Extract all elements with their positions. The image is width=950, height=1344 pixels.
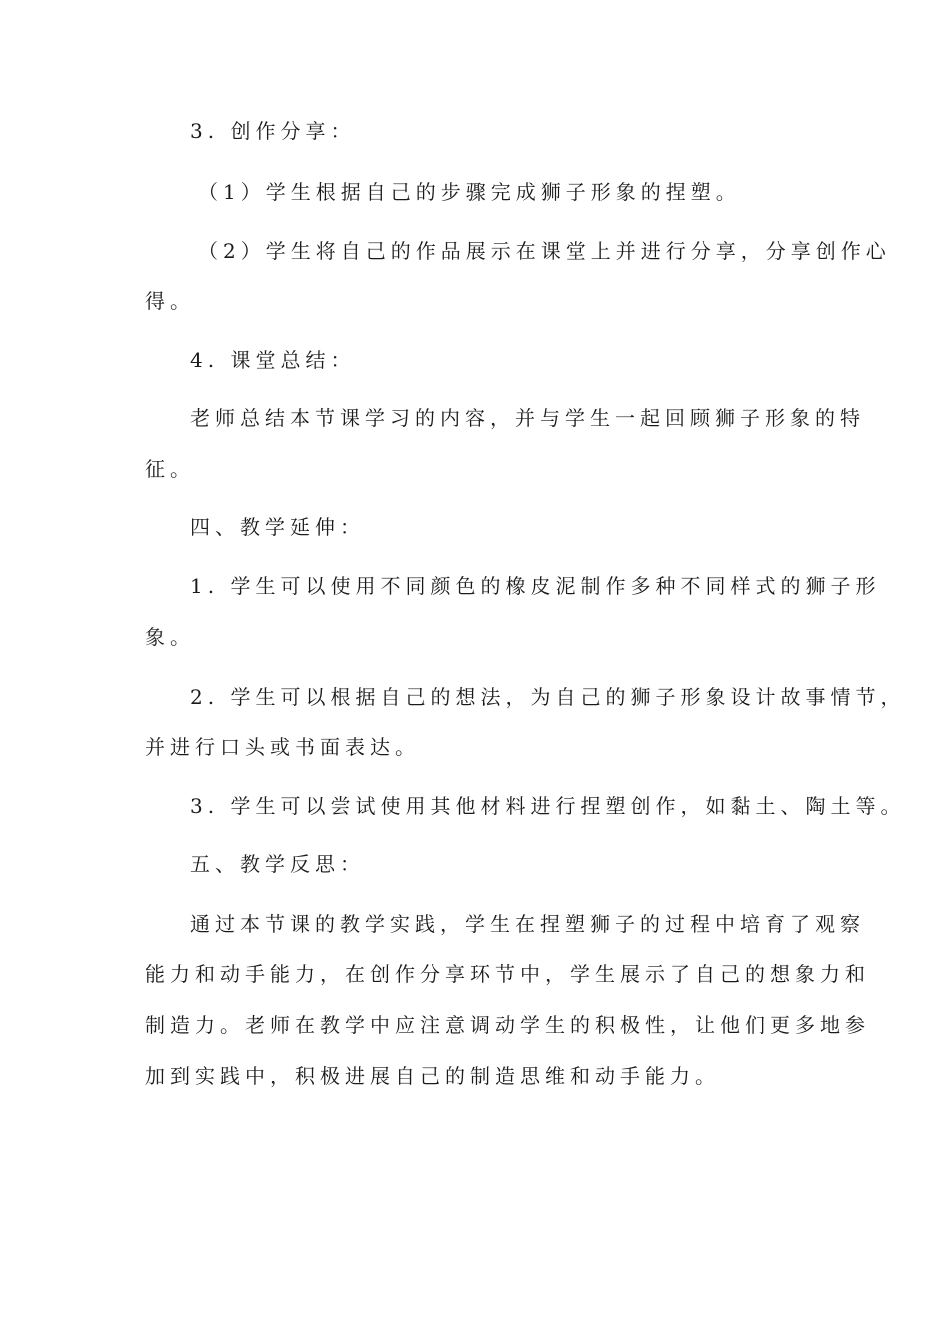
paragraph-continuation: 得。 <box>145 289 195 313</box>
paragraph-continuation: 并进行口头或书面表达。 <box>145 735 420 759</box>
section-heading-teaching-extension: 四、教学延伸： <box>190 515 365 539</box>
section-heading-creation-sharing: 3. 创作分享： <box>190 119 356 143</box>
list-item: （2）学生将自己的作品展示在课堂上并进行分享，分享创作心 <box>198 239 891 263</box>
list-item: 2. 学生可以根据自己的想法，为自己的狮子形象设计故事情节， <box>190 685 906 709</box>
paragraph: 老师总结本节课学习的内容，并与学生一起回顾狮子形象的特 <box>190 406 865 430</box>
paragraph-continuation: 能力和动手能力，在创作分享环节中，学生展示了自己的想象力和 <box>145 962 870 986</box>
paragraph: 通过本节课的教学实践，学生在捏塑狮子的过程中培育了观察 <box>190 912 865 936</box>
section-heading-class-summary: 4. 课堂总结： <box>190 348 356 372</box>
list-item: 3. 学生可以尝试使用其他材料进行捏塑创作，如黏土、陶土等。 <box>190 794 906 818</box>
list-item: （1）学生根据自己的步骤完成狮子形象的捏塑。 <box>198 180 741 204</box>
paragraph-continuation: 制造力。老师在教学中应注意调动学生的积极性，让他们更多地参 <box>145 1013 870 1037</box>
paragraph-continuation: 加到实践中，积极进展自己的制造思维和动手能力。 <box>145 1064 720 1088</box>
list-item: 1. 学生可以使用不同颜色的橡皮泥制作多种不同样式的狮子形 <box>190 574 881 598</box>
section-heading-teaching-reflection: 五、教学反思： <box>190 852 365 876</box>
paragraph-continuation: 征。 <box>145 457 195 481</box>
paragraph-continuation: 象。 <box>145 625 195 649</box>
